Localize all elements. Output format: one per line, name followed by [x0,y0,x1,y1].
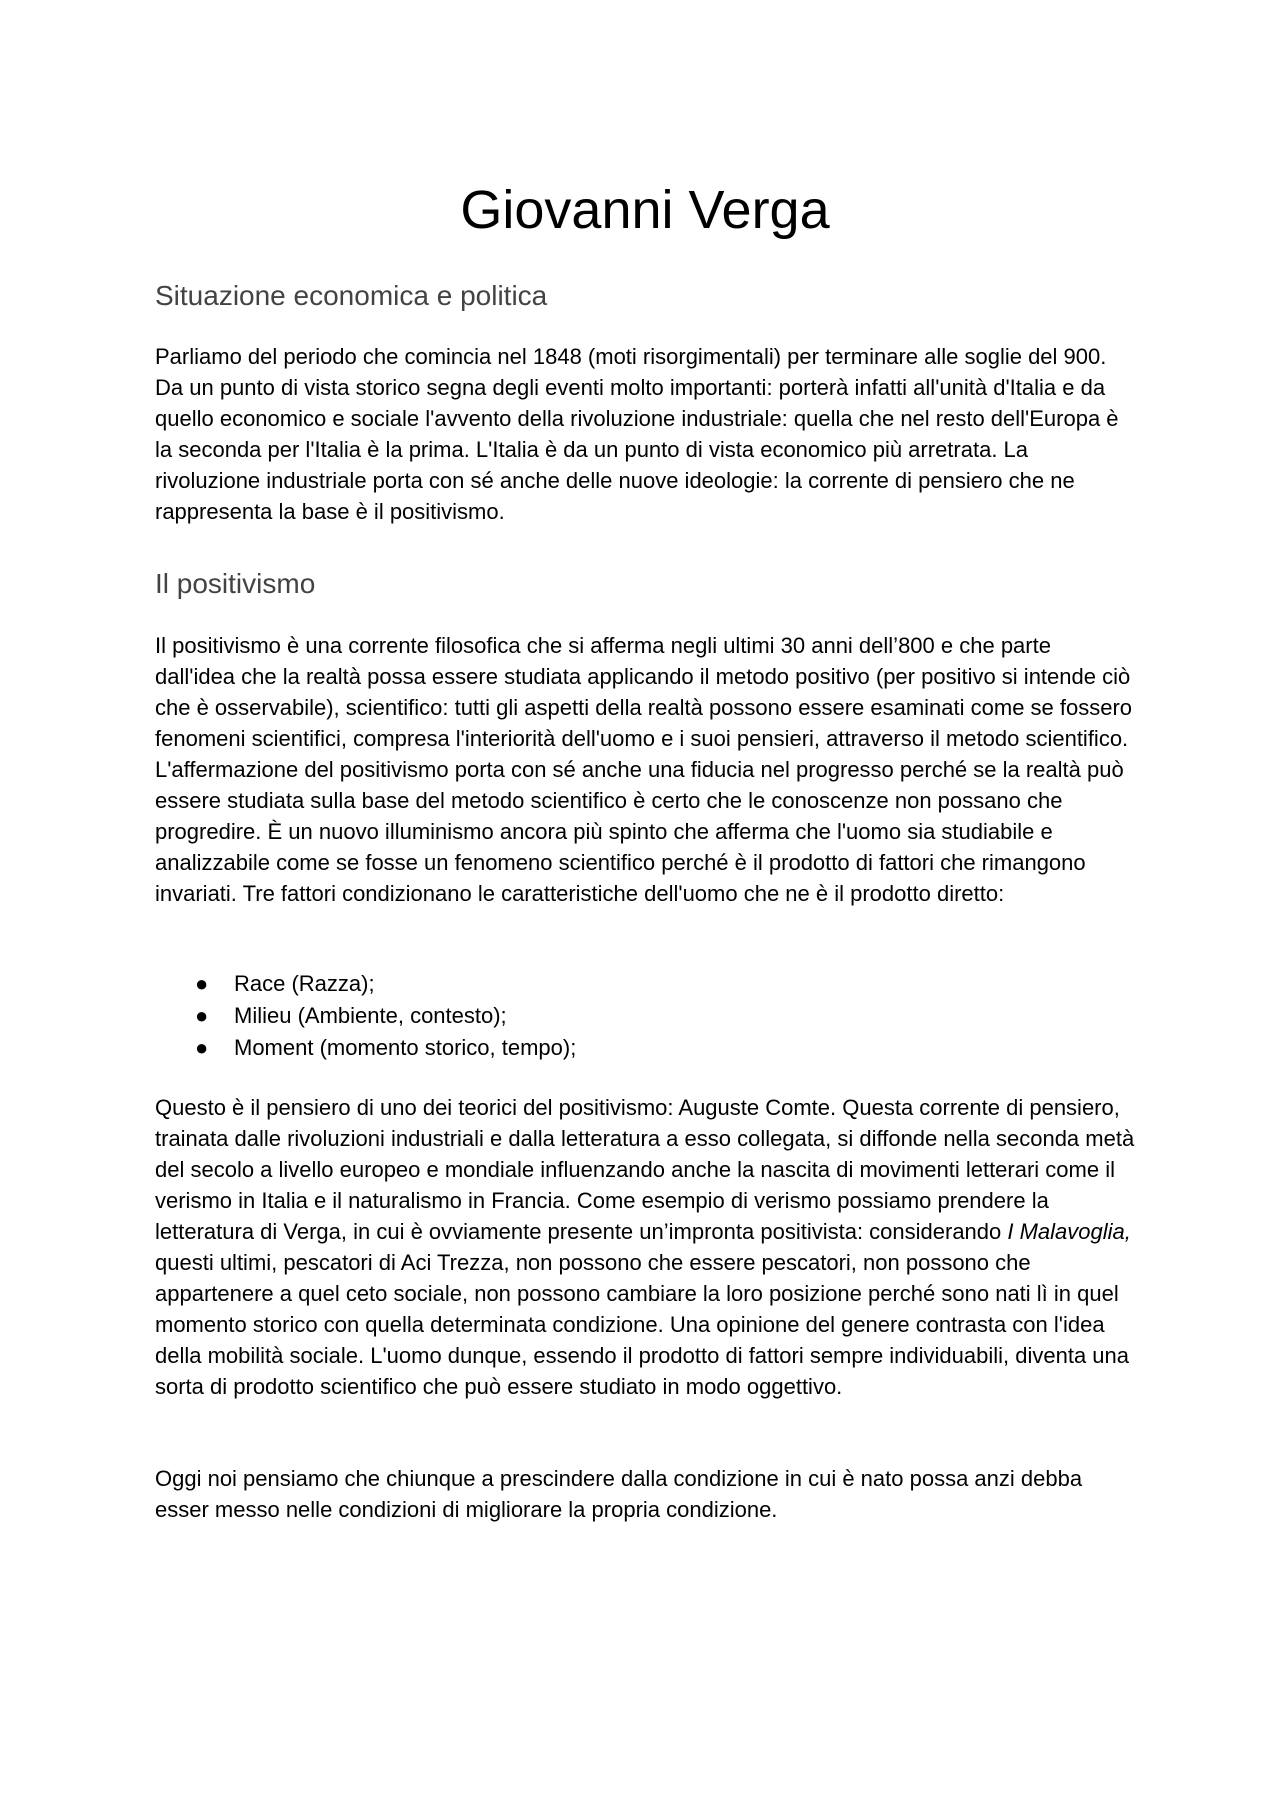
bullet-icon: ● [195,1003,209,1028]
document-title: Giovanni Verga [460,180,830,240]
section-heading-positivismo: Il positivismo [155,568,316,599]
list-item [155,1000,576,1032]
book-title-italic: I Malavoglia, [1007,1219,1131,1244]
section-paragraph-positivismo: Il positivismo è una corrente filosofica che si afferma negli ultimi 30 anni dell’800 e che parte dall'idea che la realtà possa essere studiata applicando il metodo positivo (per positivo si intende ciò che è osservabile), scientifico: tutti gli aspetti della realtà possono essere esaminati come se fossero fenomeni scientifici, compresa l'interiorità dell'uomo e i suoi pensieri, attraverso il metodo scientifico. L'affermazione del positivismo porta con sé anche una fiducia nel progresso perché se la realtà può essere studiata sulla base del metodo scientifico è certo che le conoscenze non possano che progredire. È un nuovo illuminismo ancora più spinto che afferma che l'uomo sia studiabile e analizzabile come se fosse un fenomeno scientifico perché è il prodotto di fattori che rimangono invariati. Tre fattori condizionano le caratteristiche dell'uomo che ne è il prodotto diretto: [155,633,1133,906]
bullet-icon: ● [195,1035,209,1060]
list-item [155,968,576,1000]
bullet-icon: ● [195,971,209,996]
list-item-text: Moment (momento storico, tempo); [234,1035,577,1060]
section-heading-economia: Situazione economica e politica [155,280,548,311]
list-item [155,1032,576,1064]
section-paragraph-comte [155,1092,1135,1402]
factors-list [155,968,576,1064]
section-paragraph-oggi: Oggi noi pensiamo che chiunque a prescindere dalla condizione in cui è nato possa anzi debba esser messo nelle condizioni di migliorare la propria condizione. [155,1466,1083,1522]
list-item-text: Milieu (Ambiente, contesto); [234,1003,507,1028]
section-paragraph-economia: Parliamo del periodo che comincia nel 1848 (moti risorgimentali) per terminare alle soglie del 900. Da un punto di vista storico segna degli eventi molto importanti: porterà infatti all'unità d'Italia e da quello economico e sociale l'avvento della rivoluzione industriale: quella che nel resto dell'Europa è la seconda per l'Italia è la prima. L'Italia è da un punto di vista economico più arretrata. La rivoluzione industriale porta con sé anche delle nuove ideologie: la corrente di pensiero che ne rappresenta la base è il positivismo. [155,344,1119,524]
list-item-text: Race (Razza); [234,971,375,996]
paragraph-text-before: Questo è il pensiero di uno dei teorici del positivismo: Auguste Comte. Questa corrente di pensiero, trainata dalle rivoluzioni industriali e dalla letteratura a esso collegata, si diffonde nella seconda metà del secolo a livello europeo e mondiale influenzando anche la nascita di movimenti letterari come il verismo in Italia e il naturalismo in Francia. Come esempio di verismo possiamo prendere la letteratura di Verga, in cui è ovviamente presente un’impronta positivista: considerando [155,1095,1135,1244]
paragraph-text-after: questi ultimi, pescatori di Aci Trezza, non possono che essere pescatori, non possono che appartenere a quel ceto sociale, non possono cambiare la loro posizione perché sono nati lì in quel momento storico con quella determinata condizione. Una opinione del genere contrasta con l'idea della mobilità sociale. L'uomo dunque, essendo il prodotto di fattori sempre individuabili, diventa una sorta di prodotto scientifico che può essere studiato in modo oggettivo. [155,1250,1130,1399]
